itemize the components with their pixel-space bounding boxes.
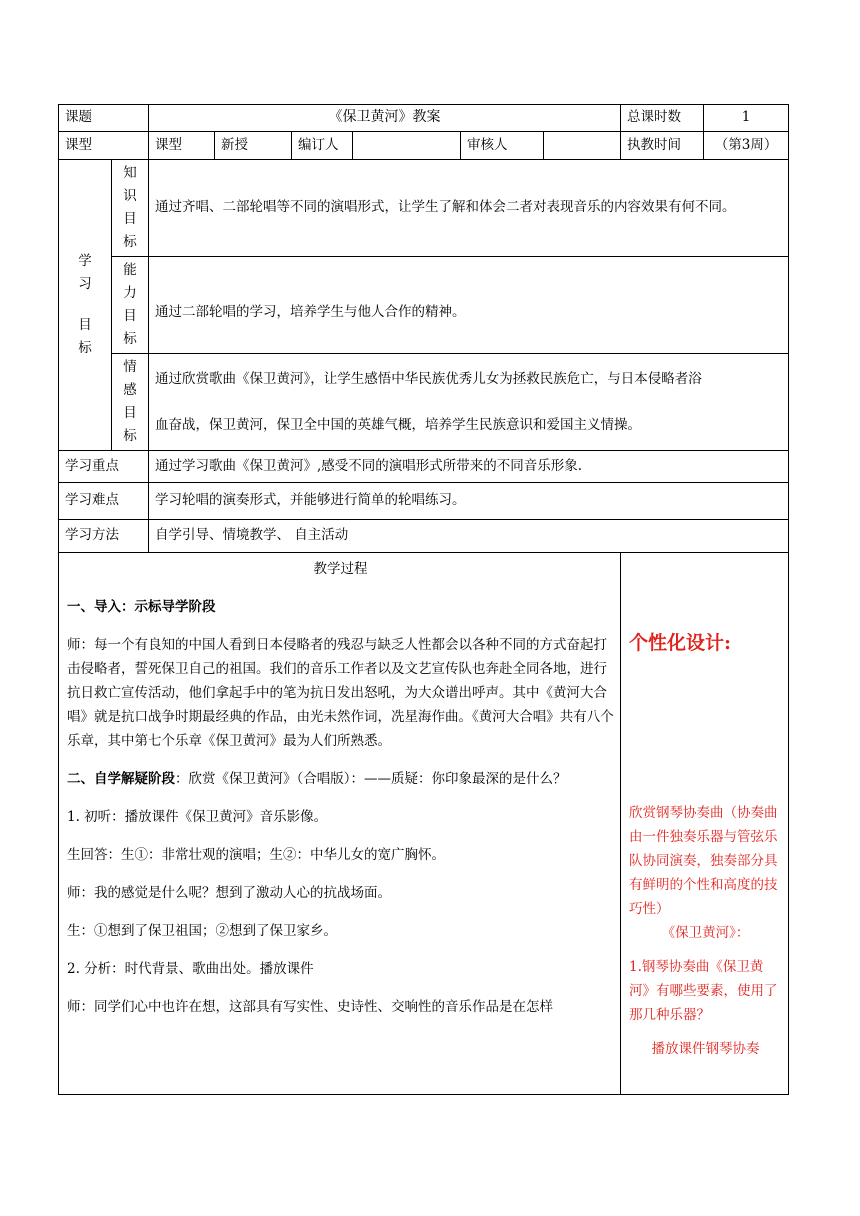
teacher-2: 师：同学们心中也许在想，这部具有写实性、史诗性、交响性的音乐作品是在怎样: [67, 998, 553, 1015]
kexing-label: 课型: [59, 131, 149, 159]
process-heading: 教学过程: [313, 560, 368, 577]
keti-label: 课题: [59, 105, 149, 132]
student-1: 生：①想到了保卫祖国；②想到了保卫家乡。: [67, 922, 337, 939]
header-row-1: [59, 105, 789, 132]
key-points-row: [59, 450, 789, 482]
methods-row: [59, 519, 789, 552]
total-hours-label: 总课时数: [621, 105, 704, 132]
methods-label: 学习方法: [59, 519, 149, 552]
total-hours-value: 1: [704, 105, 789, 132]
personal-design-cell: [621, 552, 789, 1094]
exec-time-value: （第3周）: [704, 131, 789, 159]
page-title: 《保卫黄河》教案: [149, 105, 621, 132]
sec2-paragraph: 二、自学解疑阶段：欣赏《保卫黄河》（合唱版）：——质疑：你印象最深的是什么？: [67, 770, 567, 787]
key-points-text: 通过学习歌曲《保卫黄河》,感受不同的演唱形式所带来的不同音乐形象.: [149, 450, 789, 482]
teacher-1: 师：我的感觉是什么呢？想到了激动人心的抗战场面。: [67, 884, 391, 901]
difficulties-text: 学习轮唱的演奏形式，并能够进行简单的轮唱练习。: [149, 482, 789, 519]
kexing-value: 新授: [215, 131, 292, 159]
editor-value: [353, 131, 461, 159]
difficulties-label: 学习难点: [59, 482, 149, 519]
teaching-process-cell: [59, 552, 621, 1094]
reviewer-label: 审核人: [461, 131, 544, 159]
sidebar-note-1: 欣赏钢琴协奏曲（协奏曲由一件独奏乐器与管弦乐队协同演奏，独奏部分具有鲜明的个性和高度的技巧性）: [629, 804, 778, 917]
goals-section-label: 学 习 目 标: [59, 159, 112, 450]
header-row-2: [59, 131, 789, 159]
knowledge-goal-text: 通过齐唱、二部轮唱等不同的演唱形式，让学生了解和体会二者对表现音乐的内容效果有何不同。: [149, 159, 789, 256]
reviewer-value: [544, 131, 621, 159]
sec1-paragraph: 师：每一个有良知的中国人看到日本侵略者的残忍与缺乏人性都会以各种不同的方式奋起打击侵略者，誓死保卫自己的祖国。我们的音乐工作者以及文艺宣传队也奔赴全同各地，进行抗日救亡宣传活动，他们拿起手中的笔为抗日发出怒吼，为大众谱出呼声。其中《黄河大合唱》就是抗口战争时期最经典的作品，由光未然作词，冼星海作曲。《黄河大合唱》共有八个乐章，其中第七个乐章《保卫黄河》最为人们所熟悉。: [67, 636, 614, 749]
sidebar-play: 播放课件钢琴协奏: [651, 1040, 760, 1057]
goal-ability-row: [59, 256, 789, 353]
exec-time-label: 执教时间: [621, 131, 704, 159]
goal-knowledge-row: [59, 159, 789, 256]
answer-1: 生回答：生①：非常壮观的演唱；生②：中华儿女的宽广胸怀。: [67, 846, 445, 863]
sidebar-question: 1.钢琴协奏曲《保卫黄河》有哪些要素，使用了那几种乐器？: [629, 958, 778, 1023]
editor-label: 编订人: [292, 131, 353, 159]
knowledge-goal-label: 知 识 目 标: [112, 159, 149, 256]
emotion-goal-label: 情 感 目 标: [112, 353, 149, 450]
sec1-title: 一、导入：示标导学阶段: [67, 598, 216, 615]
ability-goal-text: 通过二部轮唱的学习，培养学生与他人合作的精神。: [149, 256, 789, 353]
key-points-label: 学习重点: [59, 450, 149, 482]
kexing-label-2: 课型: [149, 131, 215, 159]
item-2: 2. 分析：时代背景、歌曲出处。播放课件: [67, 960, 314, 977]
process-row: [59, 552, 789, 1094]
goal-emotion-row: [59, 353, 789, 450]
item-1: 1. 初听：播放课件《保卫黄河》音乐影像。: [67, 808, 328, 825]
emotion-goal-text: 通过欣赏歌曲《保卫黄河》，让学生感悟中华民族优秀儿女为拯救民族危亡，与日本侵略者浴 血奋战，保卫黄河，保卫全中国的英雄气概，培养学生民族意识和爱国主义情操。: [149, 353, 789, 450]
methods-text: 自学引导、情境教学、 自主活动: [149, 519, 789, 552]
personal-design-title: 个性化设计:: [629, 631, 732, 654]
ability-goal-label: 能 力 目 标: [112, 256, 149, 353]
lesson-plan-table: [58, 104, 789, 1095]
difficulties-row: [59, 482, 789, 519]
sidebar-note-2: 《保卫黄河》：: [661, 924, 750, 941]
